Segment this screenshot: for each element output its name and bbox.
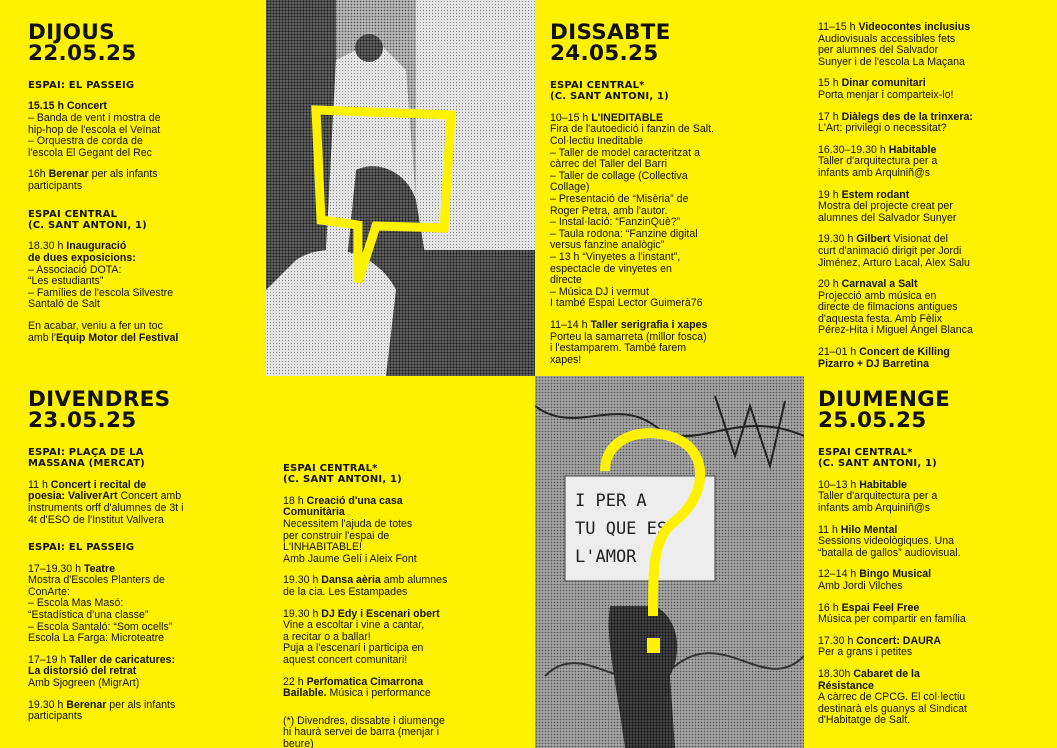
day-heading: DIUMENGE [818, 387, 951, 412]
event-time: 10–13 h [818, 478, 860, 491]
col-dissabte-a [550, 22, 795, 366]
event-time: 15 h [818, 77, 842, 90]
event-time: 11–15 h [818, 21, 859, 33]
event-title: Diàlegs des de la trinxera: [841, 110, 973, 123]
venue-heading: ESPAI: EL PASSEIG [28, 542, 135, 554]
spacer [28, 431, 268, 447]
event-detail-line: xapes! [550, 353, 582, 366]
event-detail-line: càrrec del Taller del Barri [550, 158, 667, 171]
event-desc: amb alumnes [380, 574, 448, 587]
event-detail-line: hip-hop de l'escola el Veïnat [28, 123, 161, 136]
photo-bottom-question-mark [535, 376, 804, 748]
event-detail-line: – Taller de collage (Collectiva [550, 169, 688, 182]
event-title: Gilbert [856, 233, 891, 246]
venue-heading: (C. SANT ANTONI, 1) [283, 474, 402, 486]
event-time: 17–19.30 h [28, 562, 84, 575]
event-title: Inauguració [66, 240, 127, 253]
event-detail-line: Vine a escoltar i vine a cantar, [283, 619, 425, 632]
event-detail-line: En acabar, veniu a fer un toc [28, 319, 163, 332]
event-time: 11 h [818, 523, 841, 536]
event-time: 17–19 h [28, 653, 70, 666]
event-detail-line: I també Espai Lector Guimerà76 [550, 297, 703, 310]
event-title: Espai Feel Free [841, 601, 920, 614]
event-detail-line: Amb Jordi Vilches [818, 579, 903, 592]
event-detail-line: Taller d'arquitectura per a [818, 490, 938, 503]
event-title: Concert: DAURA [856, 634, 942, 647]
sign-text-line-1: I PER A [575, 491, 647, 511]
event-time: 16h [28, 168, 49, 181]
event-title: Bailable. [283, 687, 327, 700]
event-title: L'INEDITABLE [591, 111, 664, 124]
col-dijous [28, 22, 258, 344]
event-desc: per als infants [88, 168, 158, 181]
event-detail-line: curt d'animació dirigit per Jordi [818, 244, 962, 257]
event-title: Berenar [66, 698, 107, 711]
event-detail-line: – Associació DOTA: [28, 263, 122, 276]
day-heading: 25.05.25 [818, 408, 927, 433]
event-detail-line: – Famílies de l'escola Silvestre [28, 286, 174, 299]
event-title: Taller de caricatures: [69, 653, 176, 666]
event-title: Hilo Mental [840, 523, 898, 536]
event-time: 19 h [818, 188, 842, 201]
event-detail-line: A càrrec de CPCG. El col·lectiu [818, 691, 966, 704]
event-time: 12–14 h [818, 568, 860, 581]
event-desc: Visionat del [890, 233, 948, 246]
event-time: 19.30 h [818, 233, 857, 246]
event-detail-line: – Taula rodona: “Fanzine digital [550, 227, 698, 240]
event-detail-line: d'Habitatge de Salt. [818, 714, 911, 727]
venue-heading: MASSANA (MERCAT) [28, 458, 145, 470]
day-heading: DIJOUS [28, 20, 115, 45]
question-mark-dot [647, 638, 660, 653]
col-divendres-a [28, 389, 268, 723]
event-title: Bingo Musical [859, 568, 932, 581]
event-title-line: Comunitària [283, 506, 345, 519]
event-detail-line: Santaló de Salt [28, 298, 100, 311]
event-detail-line: Mostra d'Escoles Planters de [28, 574, 165, 587]
event-detail-line: – Escola Mas Masó: [28, 597, 124, 610]
event-time: amb l' [28, 331, 56, 344]
event-line [28, 333, 258, 345]
spacer [28, 526, 268, 542]
event-title: Teatre [83, 562, 115, 575]
event-detail-line: per alumnes del Salvador [818, 44, 939, 57]
event-detail-line: espectacle de vinyetes en [550, 262, 672, 275]
event-desc: Música i performance [326, 687, 431, 700]
event-title: poesia: ValiverArt [28, 490, 118, 503]
event-detail-line: Collage) [550, 181, 590, 194]
event-detail-line: Escola La Farga: Microteatre [28, 632, 165, 645]
venue-heading: ESPAI: PLAÇA DE LA [28, 447, 144, 458]
col-dissabte-b [818, 22, 1053, 370]
event-detail-line: instruments orff d'alumnes de 3t i [28, 502, 184, 514]
event-title: Cabaret de la [853, 667, 920, 680]
event-time: 19.30 h [283, 607, 322, 620]
venue-heading: (C. SANT ANTONI, 1) [550, 91, 669, 103]
spacer [283, 700, 528, 716]
event-title: Dinar comunitari [841, 77, 926, 90]
event-detail-line: Per a grans i petites [818, 646, 913, 659]
event-detail-line: directe [550, 274, 582, 287]
event-line [818, 279, 1053, 291]
day-heading: 24.05.25 [550, 41, 659, 66]
event-title: DJ Edy i Escenari obert [321, 607, 440, 620]
event-detail-line: a recitar o a ballar! [283, 630, 371, 643]
event-detail-line: Audiovisuals accessibles fets [818, 32, 956, 45]
event-detail-line: directe de filmacions antigues [818, 301, 958, 314]
event-detail-line: Taller d'arquitectura per a [818, 155, 938, 168]
event-detail-line: Roger Petra, amb l'autor. [550, 204, 668, 217]
event-time: 16.30–19.30 h [818, 143, 889, 156]
photo-top-svg [266, 0, 535, 376]
event-detail-line: de la cia. Les Estampades [283, 585, 408, 598]
event-line [550, 320, 795, 332]
venue-heading: (C. SANT ANTONI, 1) [818, 458, 937, 470]
event-line [818, 669, 1053, 681]
spacer [28, 64, 258, 80]
event-detail-line: “Les estudiants” [28, 275, 104, 288]
col-diumenge [818, 389, 1053, 727]
photo-bottom-svg [535, 376, 804, 748]
day-heading: DISSABTE [550, 20, 671, 45]
spacer [550, 64, 795, 80]
event-detail-line: – Orquestra de corda de [28, 135, 143, 148]
event-title-line: Résistance [818, 679, 874, 692]
event-detail-line: per construir l'espai de [283, 529, 390, 542]
event-detail-line: “Estadística d'una classe” [28, 608, 149, 621]
event-title: Habitable [888, 143, 937, 156]
event-detail-line: – Presentació de “Misèria” de [550, 192, 689, 205]
event-line [283, 688, 528, 700]
col-divendres-b [283, 463, 528, 748]
event-line [818, 347, 1053, 359]
day-heading: 23.05.25 [28, 408, 137, 433]
event-time: 19.30 h [283, 574, 322, 587]
event-detail-line: Col·lectiu Ineditable [550, 135, 644, 147]
event-detail-line: Porta menjar i comparteix-lo! [818, 88, 954, 101]
venue-heading: ESPAI CENTRAL [28, 208, 118, 220]
event-title: Taller serigrafia i xapes [590, 318, 708, 331]
event-detail-line: l'escola El Gegant del Rec [28, 146, 152, 159]
photo-top-speech-bubble [266, 0, 535, 376]
venue-heading: ESPAI CENTRAL* [283, 463, 378, 474]
event-detail-line: alumnes del Salvador Sunyer [818, 211, 957, 224]
event-detail-line: Projecció amb música en [818, 289, 937, 302]
event-detail-line: Fira de l'autoedició i fanzin de Salt. [550, 123, 714, 136]
event-detail-line: – Banda de vent i mostra de [28, 112, 161, 124]
event-detail-line: (*) Divendres, dissabte i diumenge [283, 714, 445, 727]
event-line [818, 22, 1053, 34]
day-heading: 22.05.25 [28, 41, 137, 66]
event-detail-line: beure) [283, 737, 314, 748]
event-detail-line: Sessions videològiques. Una [818, 535, 955, 548]
event-detail-line: participants [28, 179, 83, 192]
event-detail-line: Amb Jaume Gelí i Aleix Font [283, 552, 417, 565]
event-time: 11 h [28, 478, 51, 491]
event-time: 10–15 h [550, 111, 592, 124]
event-time: 17 h [818, 110, 842, 123]
event-detail-line: infants amb Arquiniñ@s [818, 502, 931, 514]
event-detail-line: – Instal·lació: “FanzinQuè?” [550, 216, 681, 229]
event-detail-line: Amb Sjogreen (MigrArt) [28, 676, 140, 689]
spacer [28, 193, 258, 209]
event-detail-line: 4t d'ESO de l'Institut Vallvera [28, 513, 164, 526]
event-title: Concert de Killing [859, 346, 950, 359]
event-detail-line: “batalla de gallos” audiovisual. [818, 546, 961, 559]
event-detail-line: aquest concert comunitari! [283, 653, 408, 666]
event-time: 16 h [818, 601, 842, 614]
event-detail-line: Mostra del projecte creat per [818, 200, 953, 213]
event-detail-line: Jiménez, Arturo Lacal, Alex Salu [818, 256, 970, 269]
event-title-line: Pizarro + DJ Barretina [818, 357, 929, 370]
event-title: Creació d'una casa [306, 494, 403, 507]
event-title: Perfomatica Cimarrona [306, 675, 424, 688]
sign-text-line-2: TU QUE ES [575, 519, 668, 539]
spacer [818, 431, 1053, 447]
event-detail-line: Porteu la samarreta (millor fosca) [550, 330, 707, 343]
event-title: Berenar [48, 168, 89, 181]
event-time: 20 h [818, 278, 842, 291]
event-detail-line: Sunyer i de l'escola La Maçana [818, 55, 965, 68]
event-detail-line: – Música DJ i vermut [550, 285, 649, 298]
event-desc: Concert amb [117, 490, 182, 503]
event-title: Videocontes inclusius [858, 21, 971, 33]
event-detail-line: participants [28, 710, 83, 723]
event-time: 18.30 h [28, 240, 67, 253]
event-detail-line: d'aquesta festa. Amb Fèlix [818, 312, 942, 325]
event-title: Estem rodant [841, 188, 910, 201]
event-detail-line: – Escola Santaló: “Som ocells” [28, 620, 173, 633]
venue-heading: ESPAI CENTRAL* [818, 447, 913, 458]
event-detail-line: Música per compartir en família [818, 613, 966, 626]
event-detail-line: L'Art: privilegi o necessitat? [818, 122, 947, 135]
event-detail-line: Necessitem l'ajuda de totes [283, 518, 413, 530]
venue-heading: (C. SANT ANTONI, 1) [28, 219, 147, 231]
event-time: 18 h [283, 494, 307, 507]
sign-text-line-3: L'AMOR [575, 547, 637, 567]
event-desc: per als infants [106, 698, 176, 711]
venue-heading: ESPAI CENTRAL* [550, 80, 645, 91]
event-time: 19.30 h [28, 698, 67, 711]
event-title-line: de dues exposicions: [28, 251, 136, 264]
event-detail-line: Pérez-Hita i Miguel Àngel Blanca [818, 324, 973, 337]
event-detail-line: hi haurà servei de barra (menjar i [283, 726, 440, 739]
event-detail-line: – Taller de model caracteritzat a [550, 146, 700, 159]
event-time: 22 h [283, 675, 307, 688]
event-detail-line: ConArte: [28, 585, 70, 598]
event-detail-line: destinarà els guanys al Sindicat [818, 702, 967, 715]
event-time: 18.30h [818, 667, 854, 680]
event-detail-line: i l'estamparem. També farem [550, 342, 687, 355]
event-title: Concert i recital de [50, 478, 147, 491]
event-detail-line: – 13 h “Vinyetes a l'instant”, [550, 250, 681, 263]
event-time: 11–14 h [550, 318, 591, 331]
event-title: Habitable [859, 478, 907, 491]
event-title-line: La distorsió del retrat [28, 665, 137, 678]
event-title: Carnaval a Salt [841, 278, 918, 291]
event-detail-line: versus fanzine analògic” [550, 239, 665, 252]
event-time: 21–01 h [818, 346, 860, 359]
event-detail-line: infants amb Arquiniñ@s [818, 166, 931, 179]
event-detail-line: L'INHABITABLE! [283, 541, 362, 554]
event-title: Equip Motor del Festival [55, 331, 179, 344]
event-time: 17.30 h [818, 634, 857, 647]
event-detail-line: Puja a l'escenari i participa en [283, 642, 424, 655]
event-title: Dansa aèria [321, 574, 381, 587]
venue-heading: ESPAI: EL PASSEIG [28, 80, 135, 91]
event-title: 15.15 h Concert [28, 100, 107, 113]
day-heading: DIVENDRES [28, 387, 171, 412]
